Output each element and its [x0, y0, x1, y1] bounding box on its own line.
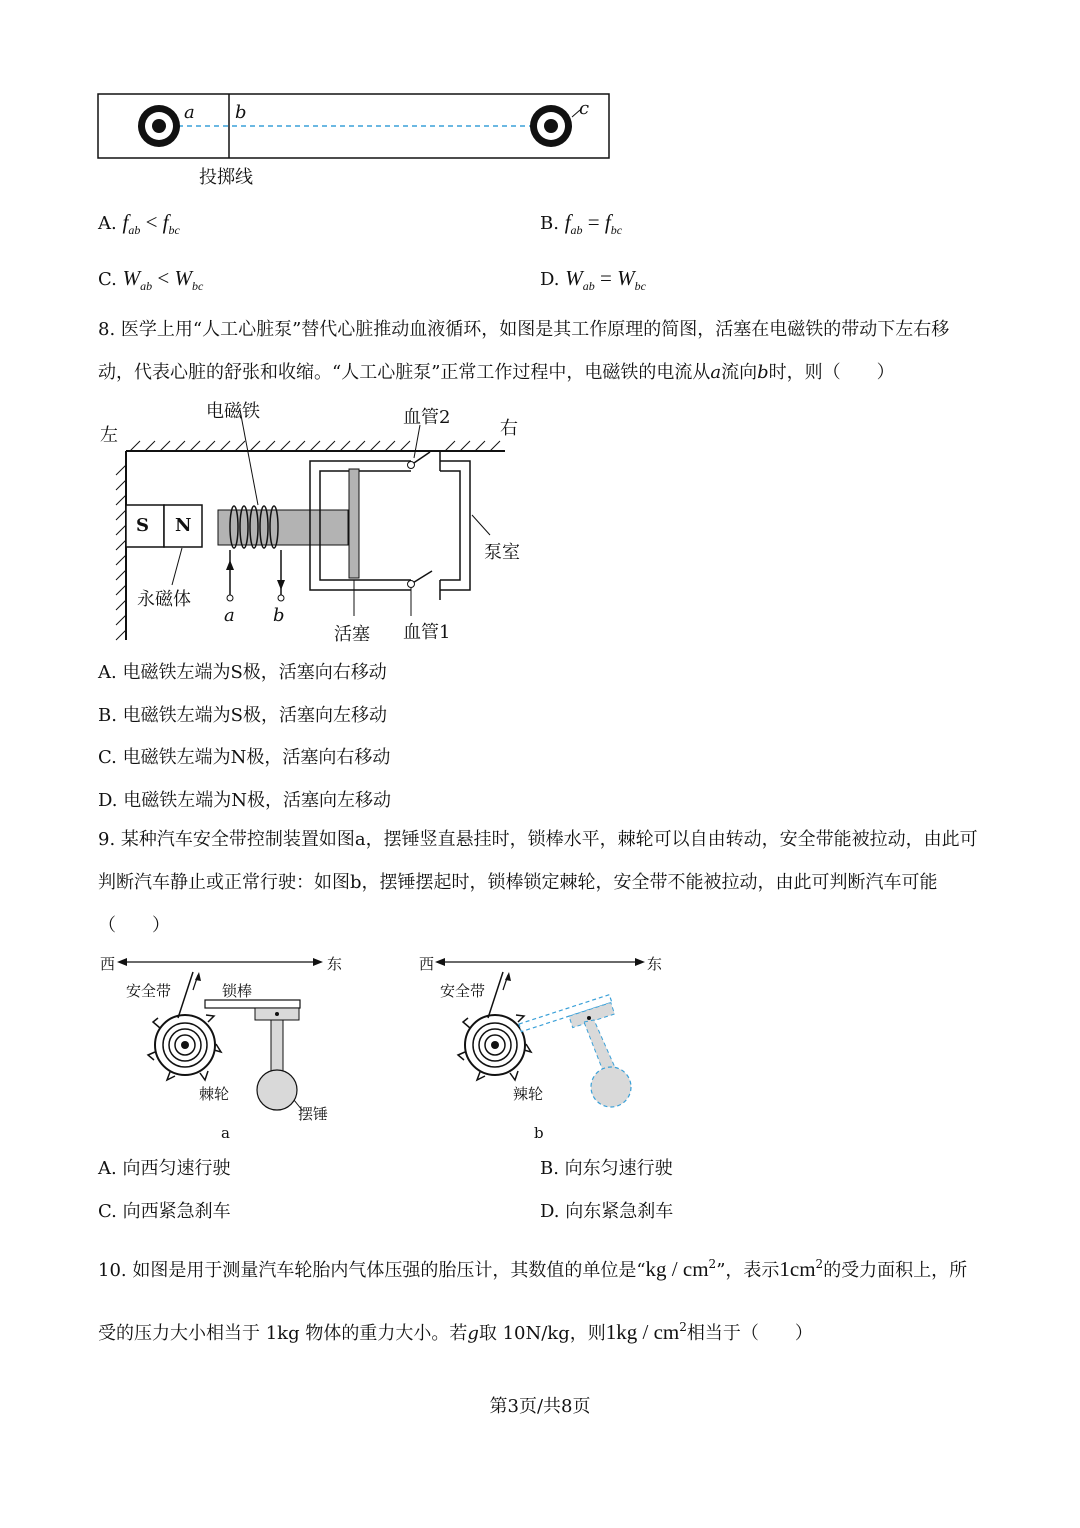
- fig-b-ratchet: 辣轮: [513, 1085, 544, 1103]
- q10-text-part: 上，所受的压力大小相当于 1kg 物体的重力大小。若: [98, 1260, 968, 1344]
- label-pole-n: N: [175, 515, 192, 536]
- fig-b-caption: b: [534, 1124, 544, 1142]
- math-symbol: f: [564, 210, 571, 234]
- q9-option-b[interactable]: B. 向东匀速行驶: [540, 1158, 673, 1179]
- math-operator: <: [145, 210, 158, 234]
- q8-option-c[interactable]: C. 电磁铁左端为N极，活塞向右移动: [98, 747, 391, 768]
- q10-text-part: 10. 如图是用于测量汽车轮胎内气体压强的胎压计，其数值的单位是“: [98, 1260, 646, 1281]
- label-piston: 活塞: [334, 624, 370, 645]
- label-b: b: [235, 102, 247, 123]
- label-vessel-2: 血管2: [403, 407, 451, 428]
- math-subscript: ab: [140, 279, 153, 293]
- q9-option-a[interactable]: A. 向西匀速行驶: [98, 1158, 231, 1179]
- fig-b-west: 西: [419, 955, 435, 973]
- q8-option-a[interactable]: A. 电磁铁左端为S极，活塞向右移动: [98, 662, 387, 683]
- math-subscript: bc: [634, 279, 646, 293]
- math-subscript: bc: [610, 223, 623, 237]
- label-terminal-b: b: [273, 605, 285, 626]
- q10-var-g: g: [467, 1323, 479, 1344]
- q8-text-part: 时，则（ ）: [768, 362, 895, 383]
- q10-unit: 1cm: [779, 1257, 816, 1281]
- q10-text-part: 相当于（ ）: [686, 1323, 813, 1344]
- fig-a-belt: 安全带: [126, 982, 172, 1000]
- q9-option-c[interactable]: C. 向西紧急刹车: [98, 1201, 231, 1222]
- math-subscript: ab: [582, 279, 595, 293]
- fig-a-east: 东: [327, 955, 343, 973]
- label-electromagnet: 电磁铁: [206, 401, 260, 422]
- label-right: 右: [500, 418, 518, 439]
- label-a: a: [184, 102, 195, 123]
- q10-sup: 2: [815, 1257, 824, 1271]
- math-symbol: W: [617, 266, 635, 290]
- q10-sup: 2: [708, 1257, 717, 1271]
- q10-text-part: 取 10N/kg，则: [478, 1323, 606, 1344]
- label-pump-room: 泵室: [484, 542, 520, 563]
- q8-text-part: 流向: [721, 362, 758, 383]
- fig-a-caption: a: [221, 1124, 230, 1142]
- q10-text-part: ”，表示: [716, 1260, 780, 1281]
- q10-unit: kg / cm: [645, 1257, 709, 1281]
- math-subscript: ab: [570, 223, 583, 237]
- math-subscript: bc: [191, 279, 204, 293]
- q10-stem: [98, 1236, 984, 1362]
- math-symbol: f: [604, 210, 611, 234]
- throw-line-caption: 投掷线: [199, 167, 253, 188]
- label-pole-s: S: [136, 515, 149, 536]
- math-symbol: W: [122, 266, 141, 290]
- math-subscript: ab: [128, 223, 141, 237]
- math-symbol: W: [565, 266, 583, 290]
- q8-text-part: 8. 医学上用“人工心脏泵”替代心脏推动血液循环，如图是其工作原理的简图，活塞在电磁铁的带动下左右移动，代表心脏的舒张和收缩。“人工心脏泵”正常工作过程中，电磁铁的电流从: [98, 319, 950, 383]
- q10-unit: 1kg / cm: [605, 1320, 680, 1344]
- label-left: 左: [100, 425, 118, 446]
- math-symbol: f: [162, 210, 169, 234]
- q8-option-b[interactable]: B. 电磁铁左端为S极，活塞向左移动: [98, 705, 388, 726]
- q9-option-d[interactable]: D. 向东紧急刹车: [540, 1201, 674, 1222]
- fig-b-belt: 安全带: [440, 982, 486, 1000]
- label-vessel-1: 血管1: [403, 622, 451, 643]
- math-subscript: bc: [168, 223, 180, 237]
- math-operator: <: [157, 266, 170, 290]
- fig-a-west: 西: [100, 955, 116, 973]
- ratchet-a-icon: [148, 1015, 221, 1080]
- q8-var-a: a: [710, 362, 722, 383]
- label-terminal-a: a: [224, 605, 235, 626]
- q8-var-b: b: [757, 362, 769, 383]
- math-operator: =: [600, 266, 612, 290]
- label-c: c: [579, 98, 590, 119]
- fig-a-ratchet: 棘轮: [199, 1085, 230, 1103]
- page-footer: 第3页/共8页: [489, 1396, 591, 1417]
- option-letter: C.: [98, 269, 117, 290]
- math-symbol: W: [174, 266, 192, 290]
- label-permanent-magnet: 永磁体: [137, 589, 191, 610]
- q8-option-d[interactable]: D. 电磁铁左端为N极，活塞向左移动: [98, 790, 391, 811]
- q10-sup: 2: [679, 1320, 687, 1334]
- math-operator: =: [587, 210, 600, 234]
- fig-b-east: 东: [647, 955, 663, 973]
- option-letter: D.: [540, 269, 560, 290]
- q9-stem: 9. 某种汽车安全带控制装置如图a，摆锤竖直悬挂时，锁棒水平，棘轮可以自由转动，安全带能被拉动，由此可判断汽车静止或正常行驶：如图b，摆锤摆起时，锁棒锁定棘轮，安全带不能被拉动，由此可判断汽车可能（ ）: [98, 829, 978, 936]
- option-letter: A.: [98, 213, 117, 234]
- fig-a-pendulum: 摆锤: [298, 1105, 329, 1123]
- fig-a-lock-bar: 锁棒: [222, 982, 253, 1000]
- q10-text-part: 的受力面积: [823, 1260, 914, 1281]
- option-letter: B.: [540, 213, 559, 234]
- math-symbol: f: [122, 210, 129, 234]
